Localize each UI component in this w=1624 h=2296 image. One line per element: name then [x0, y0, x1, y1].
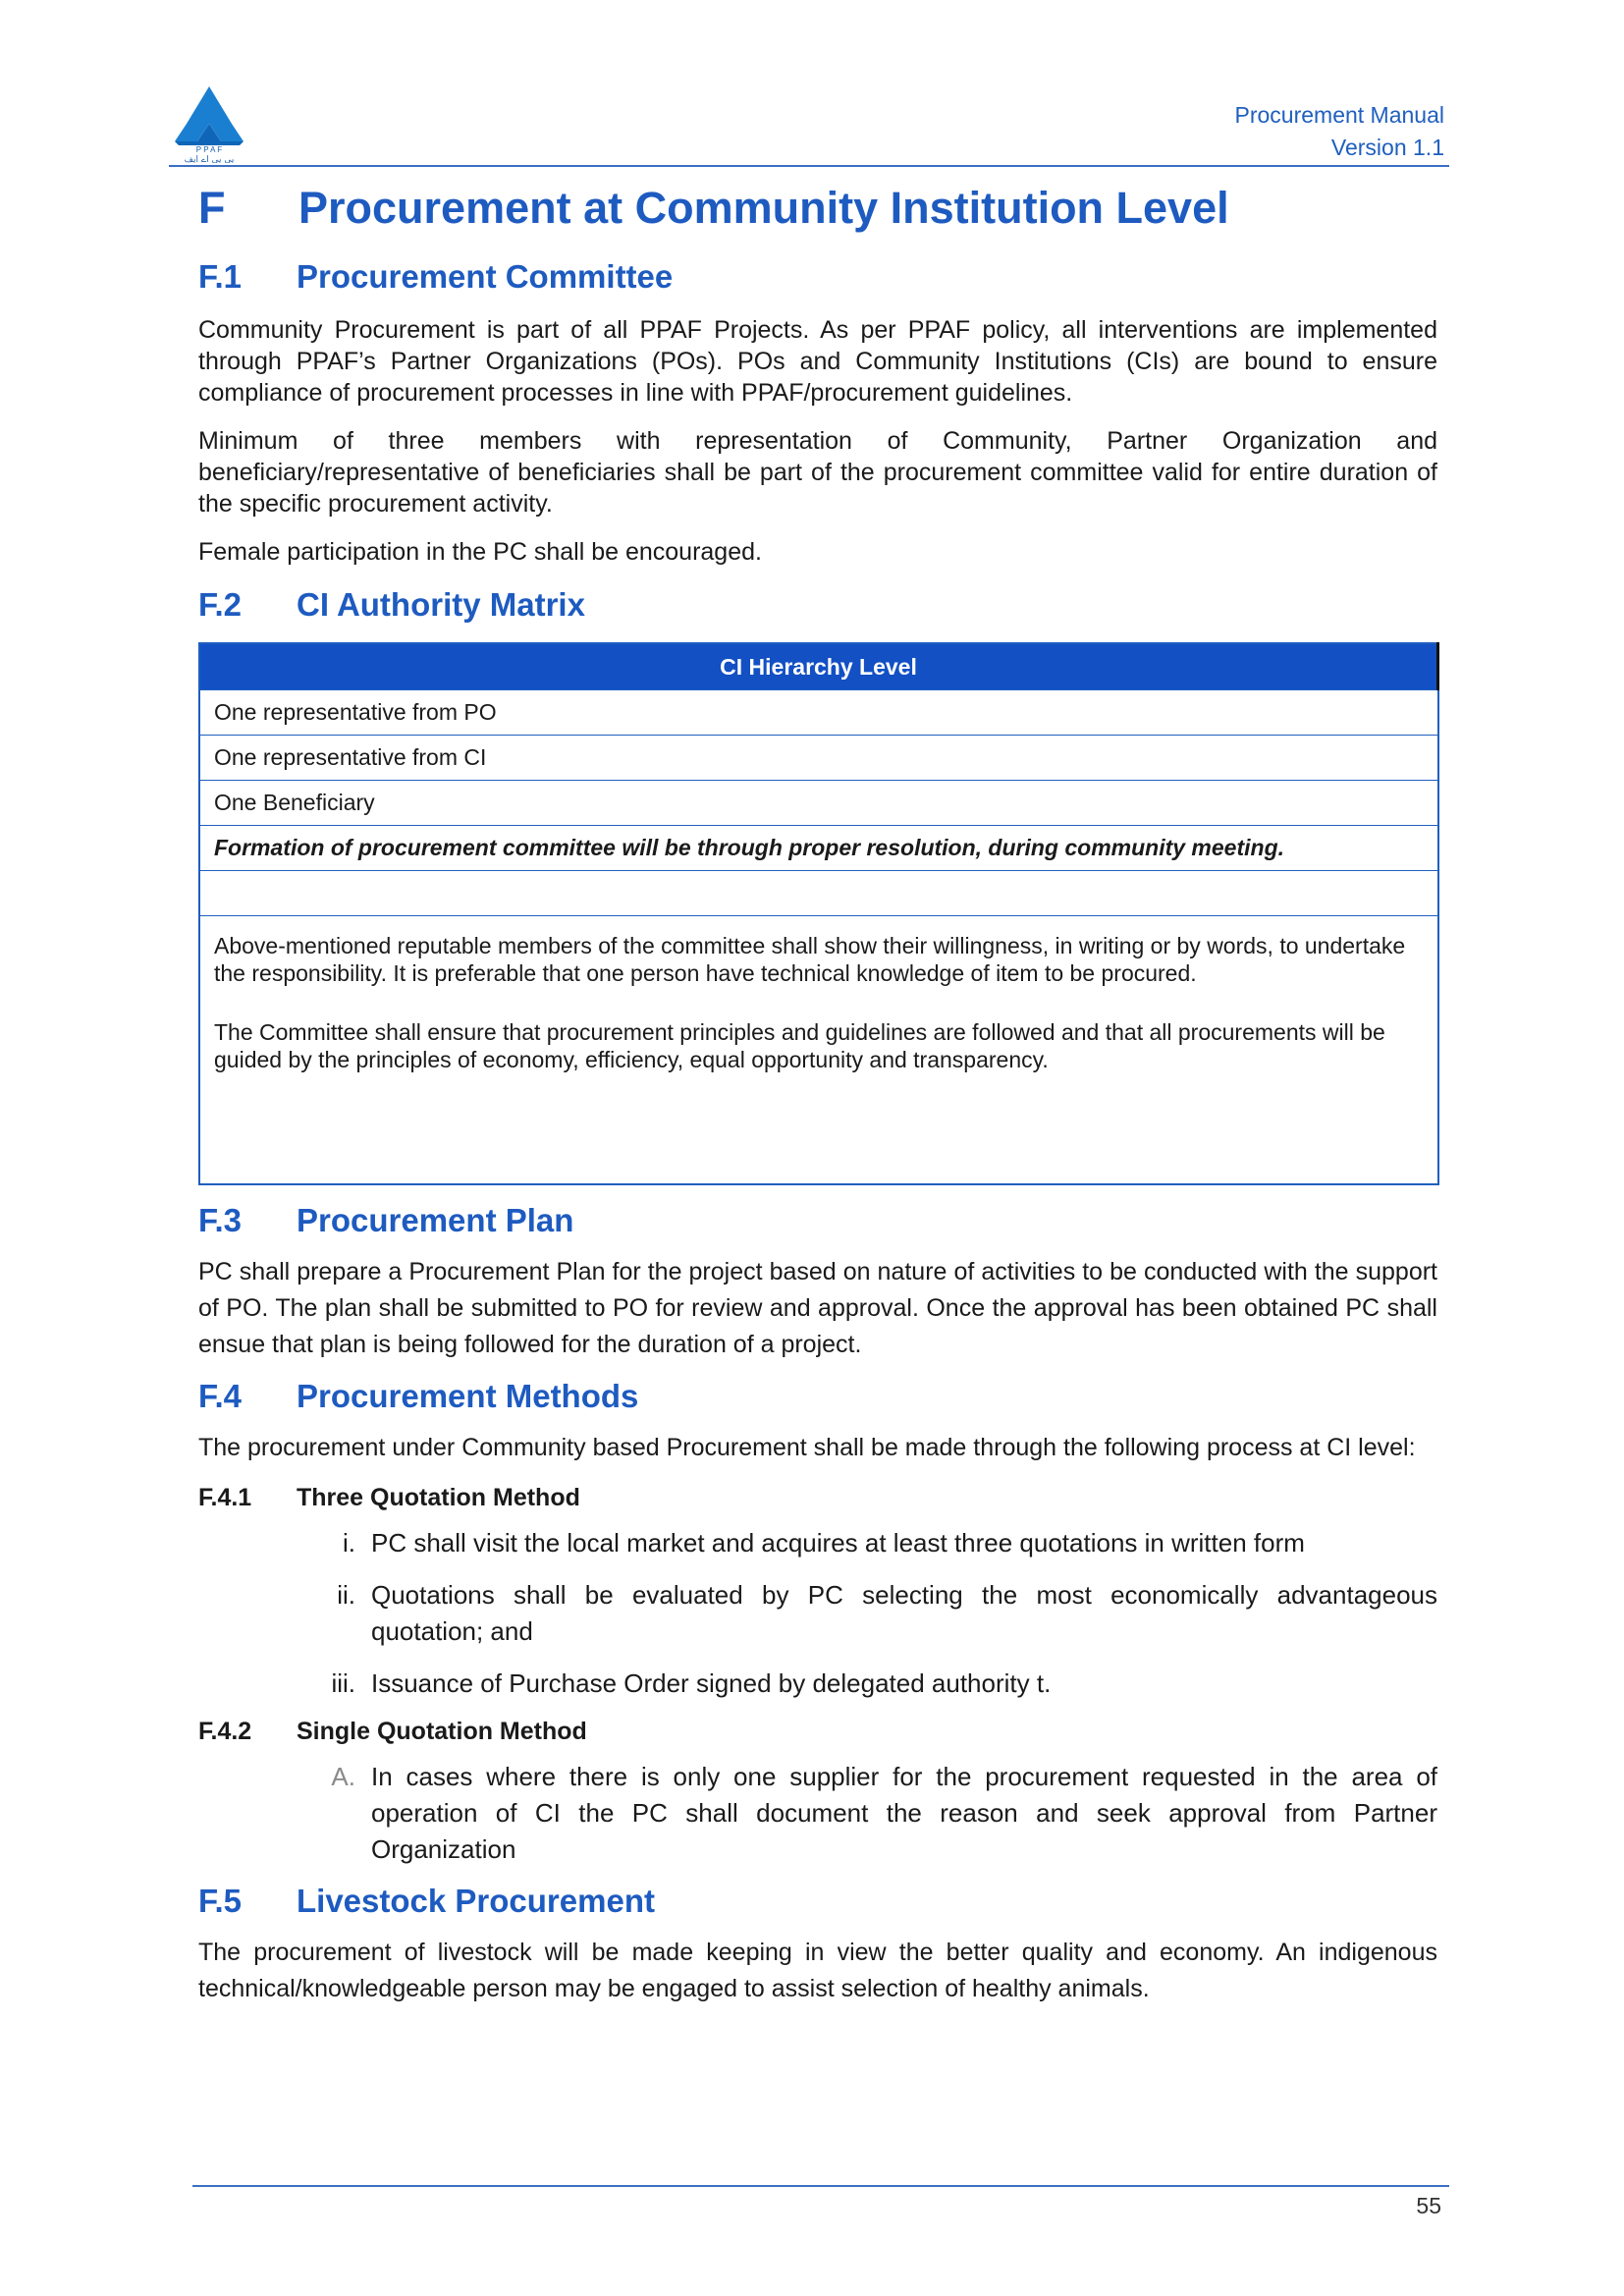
- table-row: [199, 871, 1438, 916]
- list-item: i. PC shall visit the local market and acquires at least three quotations in written form: [343, 1528, 1305, 1558]
- footer-divider: [192, 2185, 1449, 2187]
- section-heading-f2: F.2 CI Authority Matrix: [198, 586, 585, 623]
- section-heading-f4: F.4 Procurement Methods: [198, 1378, 639, 1414]
- subsection-heading-f41: F.4.1 Three Quotation Method: [198, 1484, 580, 1511]
- paragraph: The procurement under Community based Procurement shall be made through the following process at CI level:: [198, 1434, 1416, 1461]
- table-cell: One representative from CI: [199, 736, 1438, 781]
- section-heading-f1: F.1 Procurement Committee: [198, 258, 674, 295]
- table-row: [199, 781, 1438, 826]
- section-heading-f5: F.5 Livestock Procurement: [198, 1883, 655, 1919]
- table-header: CI Hierarchy Level: [199, 643, 1438, 690]
- table-paragraph: Above-mentioned reputable members of the committee shall show their willingness, in writing or by words, to undertake the responsibility. It is preferable that one person have technical knowledge of item to be procured.: [214, 933, 1406, 986]
- section-heading-f3: F.3 Procurement Plan: [198, 1202, 574, 1238]
- logo-urdu: پی پی اے ایف: [184, 155, 235, 163]
- list-item: iii. Issuance of Purchase Order signed by delegated authority t.: [331, 1668, 1052, 1698]
- table-cell-paragraphs: [199, 916, 1438, 1185]
- paragraph: Minimum of three members with representation of Community, Partner Organization and beneficiary/representative of beneficiaries shall be part of the procurement committee valid for entire duration of the specific procurement activity.: [198, 427, 1437, 518]
- logo-letters: P P A F: [195, 145, 223, 154]
- table-paragraph: The Committee shall ensure that procurement principles and guidelines are followed and that all procurements will be guided by the principles of economy, efficiency, equal opportunity and transparency.: [214, 1019, 1385, 1072]
- running-header: [1235, 99, 1445, 164]
- table-cell-empty: [199, 871, 1438, 916]
- paragraph: PC shall prepare a Procurement Plan for the project based on nature of activities to be conducted with the support of PO. The plan shall be submitted to PO for review and approval. Once the approval has been obtained PC shall ensue that plan is being followed for the duration of a project.: [198, 1258, 1437, 1358]
- table-cell: One Beneficiary: [199, 781, 1438, 826]
- manual-title: Procurement Manual: [1234, 102, 1444, 128]
- list-item: A. In cases where there is only one supplier for the procurement requested in the area of operation of CI the PC shall document the reason and seek approval from Partner Organization: [331, 1762, 1437, 1864]
- subsection-heading-f42: F.4.2 Single Quotation Method: [198, 1718, 587, 1745]
- table-cell: One representative from PO: [199, 690, 1438, 736]
- table-row: [199, 826, 1438, 871]
- numbered-list: [198, 1525, 1437, 1702]
- table-note: Formation of procurement committee will be through proper resolution, during community meeting.: [199, 826, 1438, 871]
- authority-matrix-table: [198, 642, 1439, 1185]
- paragraph: The procurement of livestock will be made keeping in view the better quality and economy. An indigenous technical/knowledgeable person may be engaged to assist selection of healthy animals.: [198, 1939, 1437, 2002]
- page-content: [198, 175, 1437, 2007]
- table-row: [199, 736, 1438, 781]
- chapter-title: F Procurement at Community Institution Level: [198, 183, 1229, 233]
- paragraph: Community Procurement is part of all PPAF Projects. As per PPAF policy, all interventions are implemented through PPAF’s Partner Organizations (POs). POs and Community Institutions (CIs) are bound to ensure compliance of procurement processes in line with PPAF/procurement guidelines.: [198, 316, 1437, 407]
- table-row: [199, 916, 1438, 1185]
- header-divider: [169, 165, 1449, 167]
- manual-version: Version 1.1: [1330, 135, 1444, 160]
- list-item: ii. Quotations shall be evaluated by PC selecting the most economically advantageous quotation; and: [337, 1580, 1437, 1646]
- lettered-list: [198, 1759, 1437, 1868]
- ppaf-logo: [169, 84, 249, 163]
- paragraph: Female participation in the PC shall be encouraged.: [198, 538, 762, 566]
- table-row: [199, 690, 1438, 736]
- page-number: 55: [1416, 2193, 1441, 2218]
